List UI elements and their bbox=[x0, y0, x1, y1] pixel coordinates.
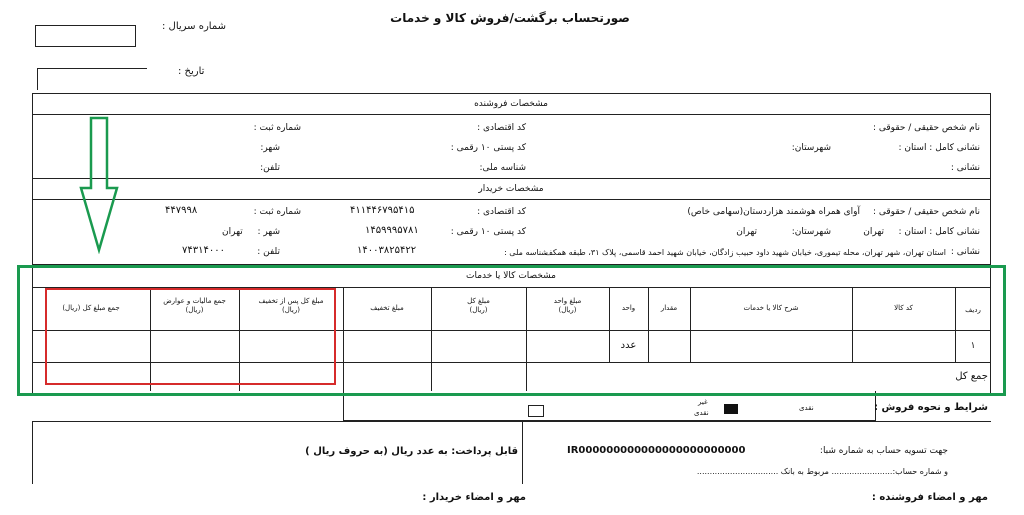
date-line bbox=[37, 68, 147, 69]
col-header-total-title: مبلغ کل bbox=[467, 297, 490, 305]
seller-signature-label: مهر و امضاء فروشنده : bbox=[871, 492, 988, 503]
buyer-name-value: آوای همراه هوشمند هزاردستان(سهامی خاص) bbox=[687, 207, 860, 217]
col-header-row-number: ردیف bbox=[965, 306, 981, 314]
noncash-checkbox[interactable] bbox=[528, 405, 544, 417]
seller-economic-code-label: کد اقتصادی : bbox=[477, 123, 526, 133]
col-header-after-discount-title: مبلغ کل پس از تخفیف bbox=[258, 297, 324, 305]
col-header-unit-price-title: مبلغ واحد bbox=[553, 297, 582, 305]
iban-value: IR000000000000000000000000 bbox=[567, 445, 746, 456]
buyer-economic-code-value: ۴۱۱۴۴۶۷۹۵۴۱۵ bbox=[350, 205, 415, 216]
settlement-label: جهت تسویه حساب به شماره شبا: bbox=[819, 446, 948, 456]
col-header-description: شرح کالا یا خدمات bbox=[743, 304, 799, 312]
date-label: تاریخ : bbox=[178, 66, 205, 77]
buyer-name-label: نام شخص حقیقی / حقوقی : bbox=[872, 207, 980, 217]
serial-number-box bbox=[35, 25, 136, 47]
buyer-province-value: تهران bbox=[863, 227, 884, 237]
buyer-county-label: شهرستان: bbox=[791, 227, 831, 237]
buyer-postal-value: ۱۴۵۹۹۹۵۷۸۱ bbox=[365, 225, 419, 236]
items-section-title: مشخصات کالا یا خدمات bbox=[466, 271, 556, 281]
seller-title-divider bbox=[32, 114, 991, 115]
seller-county-label: شهرستان: bbox=[791, 143, 831, 153]
buyer-economic-code-label: کد اقتصادی : bbox=[477, 207, 526, 217]
date-line-tick bbox=[37, 68, 38, 90]
row-unit-cell: عدد bbox=[620, 340, 637, 351]
buyer-national-id-label: شناسه ملی : bbox=[504, 248, 548, 257]
page-title: صورتحساب برگشت/فروش کالا و خدمات bbox=[390, 11, 630, 25]
cash-checkbox-filled[interactable] bbox=[724, 404, 738, 414]
seller-postal-label: کد پستی ۱۰ رقمی : bbox=[450, 143, 526, 153]
buyer-top-divider bbox=[32, 178, 991, 179]
terms-noncash-2: نقدی bbox=[694, 409, 709, 417]
buyer-city-value: تهران bbox=[222, 227, 243, 237]
buyer-reg-no-label: شماره ثبت : bbox=[253, 207, 301, 217]
col-header-grand-total-currency: (ریال) bbox=[62, 304, 81, 312]
buyer-phone-value: ۷۴۳۱۴۰۰۰ bbox=[182, 245, 225, 256]
serial-label: شماره سریال : bbox=[162, 21, 226, 32]
col-header-total-currency: (ریال) bbox=[469, 306, 488, 314]
seller-city-label: شهر: bbox=[260, 143, 280, 153]
seller-name-label: نام شخص حقیقی / حقوقی : bbox=[872, 123, 980, 133]
seller-address-full-label: نشانی کامل : استان : bbox=[898, 143, 980, 153]
buyer-address-label: نشانی : bbox=[950, 247, 980, 257]
down-arrow-icon bbox=[78, 116, 120, 254]
money-columns-highlight bbox=[45, 288, 336, 385]
col-header-item-code: کد کالا bbox=[894, 304, 913, 312]
seller-national-id-label: شناسه ملی: bbox=[479, 163, 526, 173]
terms-cash-1: نقدی bbox=[799, 404, 814, 412]
col-header-tax-currency: (ریال) bbox=[185, 306, 204, 314]
buyer-title-divider bbox=[32, 199, 991, 200]
row-number-cell: ۱ bbox=[970, 341, 976, 351]
terms-noncash-1: غیر bbox=[698, 398, 708, 406]
account-label: و شماره حساب:........................ مربوط به بانک ................................ bbox=[696, 467, 948, 476]
col-header-quantity: مقدار bbox=[660, 304, 678, 312]
col-header-after-discount-currency: (ریال) bbox=[281, 306, 300, 314]
buyer-reg-no-value: ۴۴۷۹۹۸ bbox=[165, 205, 198, 216]
col-header-grand-total-title: جمع مبلغ کل bbox=[82, 304, 120, 312]
buyer-signature-label: مهر و امضاء خریدار : bbox=[422, 492, 526, 503]
col-header-unit: واحد bbox=[621, 304, 636, 312]
payment-divider bbox=[522, 421, 523, 484]
grand-total-label: جمع کل bbox=[955, 371, 988, 382]
col-header-tax-title: جمع مالیات و عوارض bbox=[163, 297, 226, 305]
buyer-phone-label: تلفن : bbox=[257, 247, 280, 257]
payable-label: قابل پرداخت: به عدد ریال (به حروف ریال ) bbox=[305, 446, 518, 457]
seller-reg-no-label: شماره ثبت : bbox=[253, 123, 301, 133]
terms-label: شرایط و نحوه فروش : bbox=[873, 402, 988, 413]
buyer-postal-label: کد پستی ۱۰ رقمی : bbox=[450, 227, 526, 237]
seller-address-label: نشانی : bbox=[950, 163, 980, 173]
buyer-county-value: تهران bbox=[736, 227, 757, 237]
col-header-discount: مبلغ تخفیف bbox=[370, 304, 404, 312]
buyer-national-id-value: ۱۴۰۰۳۸۲۵۴۲۲ bbox=[357, 245, 417, 256]
buyer-city-label: شهر : bbox=[257, 227, 280, 237]
buyer-address-full-label: نشانی کامل : استان : bbox=[898, 227, 980, 237]
buyer-section-title: مشخصات خریدار bbox=[478, 184, 544, 194]
col-header-unit-price-currency: (ریال) bbox=[558, 306, 577, 314]
seller-section-title: مشخصات فروشنده bbox=[474, 99, 548, 109]
seller-phone-label: تلفن: bbox=[260, 163, 280, 173]
buyer-address-value: استان تهران، شهر تهران، محله تیموری، خیابان شهید داود حبیب زادگان، خیابان شهید احمد قاسمی، پلاک ۳۱، طبقه همکف bbox=[544, 248, 946, 257]
